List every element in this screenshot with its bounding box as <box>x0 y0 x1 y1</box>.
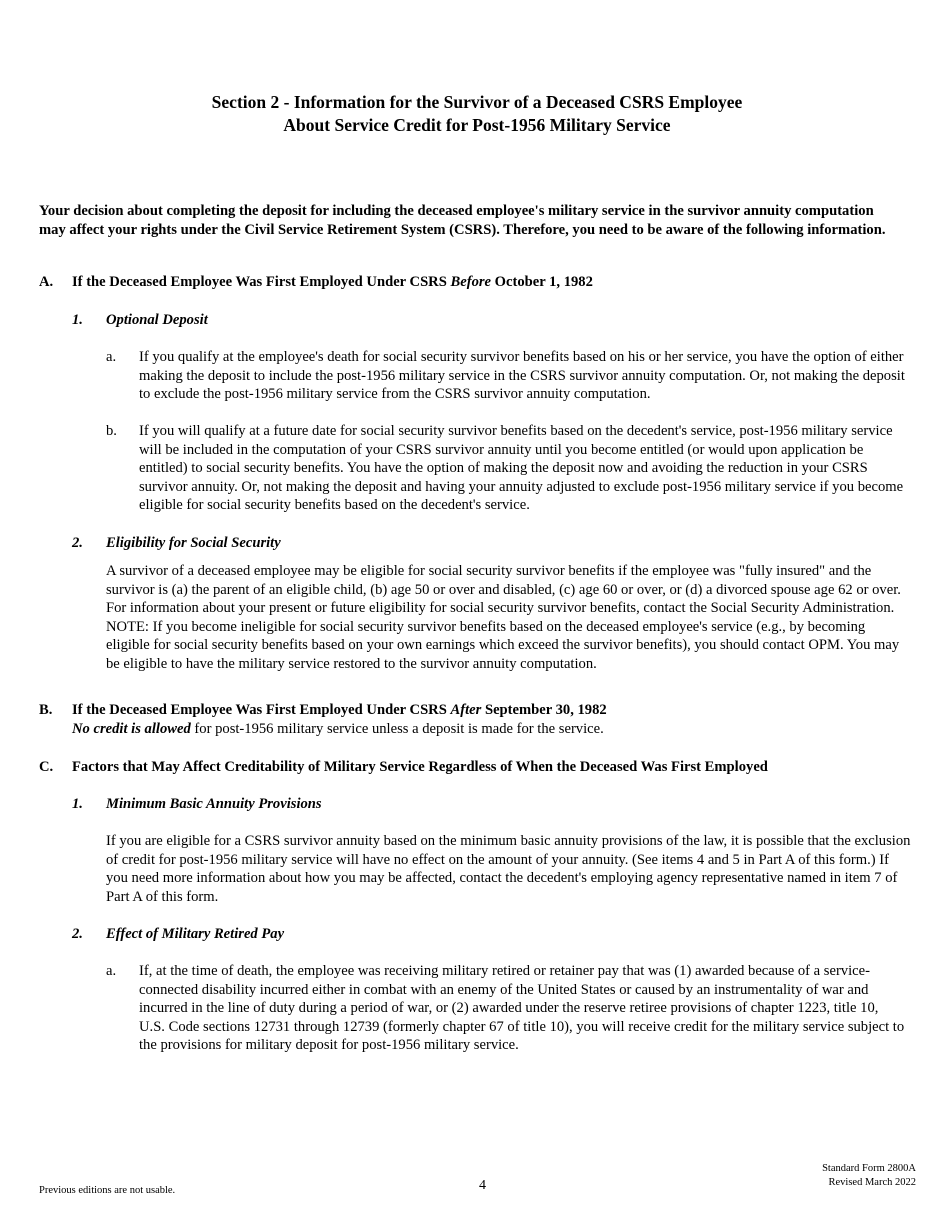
item-marker: a. <box>106 963 117 979</box>
form-name: Standard Form 2800A <box>822 1163 916 1174</box>
section-c-sub2-title: Effect of Military Retired Pay <box>106 926 285 942</box>
item-text: If you qualify at the employee's death for social security survivor benefits based on his or her service, you have the option of either making the deposit to include the post-1956 military service in the CSRS survivor annuity computation. Or, not making the deposit to exclude the post-1956 military service from the CSRS survivor annuity computation. <box>139 349 905 403</box>
section-b-note: No credit is allowed for post-1956 military service unless a deposit is made for the service. <box>72 721 604 737</box>
item-text: If you will qualify at a future date for social security survivor benefits based on the decedent's service, post-1956 military service will be included in the computation of your CSRS survivor annuity until you become entitled (or would upon application be entitled) to social security benefits. You have the option of making the deposit now and avoiding the reduction in your CSRS survivor annuity. Or, not making the deposit and having your annuity adjusted to exclude post-1956 military service if you become eligible for social security benefits based on the decedent's service. <box>139 423 904 514</box>
page-title-line-2: About Service Credit for Post-1956 Military Service <box>283 114 671 135</box>
section-c-sub1-body: If you are eligible for a CSRS survivor annuity based on the minimum basic annuity provisions of the law, it is possible that the exclusion of credit for post-1956 military service will have no effect on the amount of your annuity. (See items 4 and 5 in Part A of this form.) If you need more information about how you may be affected, contact the decedent's employing agency representative named in item 7 of Part A of this form. <box>106 833 911 905</box>
form-revision: Revised March 2022 <box>828 1177 916 1188</box>
section-c-sub1-title: Minimum Basic Annuity Provisions <box>106 796 322 812</box>
page-title-line-1: Section 2 - Information for the Survivor of a Deceased CSRS Employee <box>211 92 743 112</box>
section-c-sub2-num: 2. <box>72 926 83 942</box>
section-a-sub1-title: Optional Deposit <box>106 312 208 328</box>
page-number: 4 <box>479 1178 486 1193</box>
section-a-sub1-num: 1. <box>72 312 83 328</box>
section-a-sub2-body: A survivor of a deceased employee may be eligible for social security survivor benefits if the employee was "fully insured" and the survivor is (a) the parent of an eligible child, (b) age 50 or over and disabled, (c) age 60 or over, or (d) a divorced spouse age 62 or over. For information about your present or future eligibility for social security survivor benefits, contact the Social Security Administration. NOTE: If you become ineligible for social security survivor benefits based on the deceased employee's service (e.g., by becoming eligible for social security benefits based on your own earnings which exceed the survivor benefits), you should contact OPM. You may be eligible to have the military service restored to the survivor annuity computation. <box>106 563 901 672</box>
section-c-sub2-item-a <box>106 962 906 1055</box>
item-marker: b. <box>106 423 117 439</box>
section-b-title: If the Deceased Employee Was First Employed Under CSRS After September 30, 1982 <box>72 702 607 718</box>
section-a-sub1-item-b <box>106 422 906 515</box>
section-c-title: Factors that May Affect Creditability of Military Service Regardless of When the Deceased Was First Employed <box>72 759 768 775</box>
section-a-letter: A. <box>39 274 54 290</box>
section-a-sub2-title: Eligibility for Social Security <box>106 535 281 551</box>
section-c-sub1-num: 1. <box>72 796 83 812</box>
form-identifier <box>822 1162 916 1190</box>
section-a-sub2-num: 2. <box>72 535 83 551</box>
intro-paragraph: Your decision about completing the deposit for including the deceased employee's military service in the survivor annuity computation may affect your rights under the Civil Service Retirement System (CSRS). Therefore, you need to be aware of the following information. <box>39 203 886 238</box>
item-marker: a. <box>106 349 117 365</box>
item-text: If, at the time of death, the employee was receiving military retired or retainer pay that was (1) awarded because of a service-connected disability incurred either in combat with an enemy of the United States or caused by an instrumentality of war and incurred in the line of duty during a period of war, or (2) awarded under the reserve retiree provisions of chapter 1223, title 10, U.S. Code sections 12731 through 12739 (formerly chapter 67 of title 10), you will receive credit for the military service subject to the provisions for military deposit for post-1956 military service. <box>139 963 905 1054</box>
section-c-letter: C. <box>39 759 54 775</box>
footer-editions-note: Previous editions are not usable. <box>39 1185 176 1196</box>
section-a-title: If the Deceased Employee Was First Employed Under CSRS Before October 1, 1982 <box>72 274 593 290</box>
section-b-letter: B. <box>39 702 53 718</box>
section-a-sub1-item-a <box>106 348 906 404</box>
page-title <box>0 91 950 136</box>
